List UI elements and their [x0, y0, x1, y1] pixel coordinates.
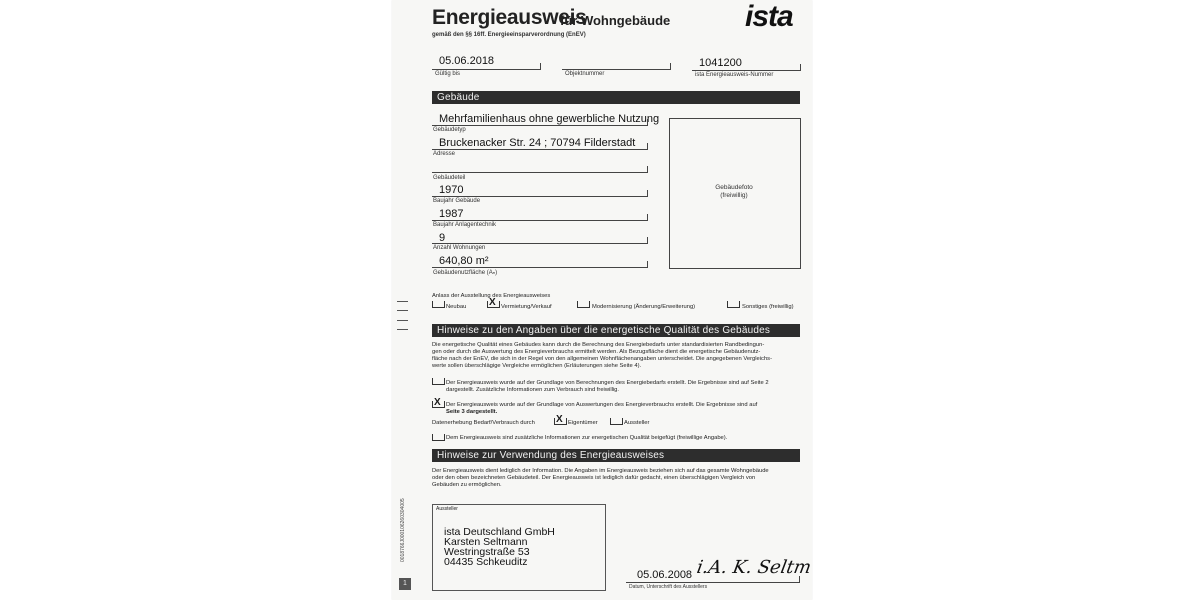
margin-mark — [397, 301, 408, 302]
year-systems-value: 1987 — [439, 208, 464, 220]
valid-until-line — [432, 63, 541, 70]
eigentuemer-label: Eigentümer — [568, 420, 598, 426]
checkbox-zusatz[interactable] — [432, 434, 445, 441]
usage-text-line2: oder den oben bezeichneten Gebäudeteil. Der Energieausweis ist lediglich dafür gedacht, einen überschlägigen Vergleich von — [432, 475, 756, 481]
floor-area-value: 640,80 m² — [439, 255, 489, 267]
quality-intro-line4: werte sollen überschlägige Vergleiche ermöglichen (Erläuterungen siehe Seite 4). — [432, 363, 642, 369]
year-built-value: 1970 — [439, 184, 464, 196]
year-systems-caption: Baujahr Anlagentechnik — [433, 222, 497, 228]
margin-mark — [397, 320, 408, 321]
floor-area-line — [432, 261, 648, 268]
certificate-number-caption: ista Energieausweis-Nummer — [695, 72, 774, 78]
check-mark-icon: X — [489, 297, 496, 308]
address-value: Bruckenacker Str. 24 ; 70794 Filderstadt — [439, 137, 636, 149]
section-hinweise-qualitaet: Hinweise zu den Angaben über die energetische Qualität des Gebäudes — [432, 324, 800, 337]
building-type-caption: Gebäudetyp — [433, 127, 466, 133]
bedarf-line2: dargestellt. Zusätzliche Informationen zum Verbrauch sind freiwillig. — [446, 387, 620, 393]
document-subtitle: gemäß den §§ 16ff. Energieeinsparverordnung (EnEV) — [432, 32, 586, 38]
object-number-caption: Objektnummer — [565, 71, 605, 77]
verbrauch-line1: Der Energieausweis wurde auf der Grundlage von Auswertungen des Energieverbrauchs erstellt. Die Ergebnisse sind auf — [446, 402, 758, 408]
object-number-line — [562, 63, 671, 70]
zusatz-text: Dem Energieausweis sind zusätzliche Informationen zur energetischen Qualität beigefügt (freiwillige Angabe). — [446, 435, 728, 441]
aussteller-label: Aussteller — [624, 420, 650, 426]
section-hinweise-verwendung: Hinweise zur Verwendung des Energieausweises — [432, 449, 800, 462]
section-gebaeude: Gebäude — [432, 91, 800, 104]
certificate-number-line — [692, 64, 801, 71]
check-mark-icon: X — [434, 397, 441, 408]
checkbox-neubau-label: Neubau — [446, 304, 467, 310]
checkbox-sonstiges[interactable] — [727, 301, 740, 308]
certificate-number-value: 1041200 — [699, 57, 742, 69]
side-code: 0018766J000106260304005 — [400, 498, 406, 562]
building-type-value: Mehrfamilienhaus ohne gewerbliche Nutzung — [439, 113, 660, 125]
quality-intro-line1: Die energetische Qualität eines Gebäudes kann durch die Berechnung des Energiebedarfs unter standardisierten Randbedingun- — [432, 342, 765, 348]
building-photo-label — [669, 184, 799, 200]
signature-caption: Datum, Unterschrift des Ausstellers — [629, 584, 708, 590]
margin-mark — [397, 310, 408, 311]
apartments-caption: Anzahl Wohnungen — [433, 245, 486, 251]
checkbox-sonstiges-label: Sonstiges (freiwillig) — [742, 304, 794, 310]
signature: i.A. K. Seltm — [695, 557, 813, 578]
apartments-line — [432, 237, 648, 244]
brand-logo: ista — [745, 0, 793, 33]
checkbox-modernisierung-label: Modernisierung (Änderung/Erweiterung) — [592, 304, 696, 310]
year-systems-line — [432, 214, 648, 221]
issuer-line1: ista Deutschland GmbH — [444, 526, 555, 538]
address-caption: Adresse — [433, 151, 456, 157]
margin-mark — [397, 329, 408, 330]
usage-text-line3: Gebäuden zu ermöglichen. — [432, 482, 502, 488]
year-built-line — [432, 190, 648, 197]
usage-text-line1: Der Energieausweis dient lediglich der Information. Die Angaben im Energieausweis beziehen sich auf das gesamte Wohngebäude — [432, 468, 769, 474]
building-photo-label-line2: (freiwillig) — [720, 192, 748, 199]
document-title-suffix: für Wohngebäude — [560, 13, 671, 28]
address-line — [432, 143, 648, 150]
building-part-line — [432, 166, 648, 173]
check-mark-icon: X — [556, 414, 563, 425]
issuer-line4: 04435 Schkeuditz — [444, 556, 528, 568]
checkbox-neubau[interactable] — [432, 301, 445, 308]
building-type-line — [432, 119, 648, 126]
valid-until-caption: Gültig bis — [435, 71, 461, 77]
valid-until-value: 05.06.2018 — [439, 55, 495, 67]
data-collection-label: Datenerhebung Bedarf/Verbrauch durch — [432, 420, 535, 426]
checkbox-vermietung-label: Vermietung/Verkauf — [501, 304, 552, 310]
page-number: 1 — [399, 578, 411, 590]
issuer-line3: Westringstraße 53 — [444, 546, 530, 558]
bedarf-line1: Der Energieausweis wurde auf der Grundlage von Berechnungen des Energiebedarfs erstellt. Die Ergebnisse sind auf Seite 2 — [446, 380, 769, 386]
checkbox-bedarf[interactable] — [432, 378, 445, 385]
signature-date: 05.06.2008 — [637, 569, 693, 581]
document-title: Energieausweis — [432, 6, 587, 29]
checkbox-aussteller[interactable] — [610, 418, 623, 425]
quality-intro-line3: fläche nach der EnEV, die sich in der Regel von den allgemeinen Wohnflächenangaben unterscheidet. Die angegebenen Vergleichs- — [432, 356, 772, 362]
building-part-caption: Gebäudeteil — [433, 175, 466, 181]
verbrauch-line2: Seite 3 dargestellt. — [446, 409, 498, 415]
occasion-label: Anlass der Ausstellung des Energieausweises — [432, 293, 551, 299]
issuer-box-label: Aussteller — [436, 506, 458, 512]
signature-line — [626, 576, 800, 583]
floor-area-caption: Gebäudenutzfläche (Aₙ) — [433, 270, 498, 276]
year-built-caption: Baujahr Gebäude — [433, 198, 481, 204]
apartments-value: 9 — [439, 232, 446, 244]
checkbox-modernisierung[interactable] — [577, 301, 590, 308]
quality-intro-line2: gen oder durch die Auswertung des Energieverbrauchs ermittelt werden. Als Bezugsfläche dient die energetische Gebäudenutz- — [432, 349, 761, 355]
building-photo-label-line1: Gebäudefoto — [715, 184, 753, 191]
issuer-line2: Karsten Seltmann — [444, 536, 528, 548]
